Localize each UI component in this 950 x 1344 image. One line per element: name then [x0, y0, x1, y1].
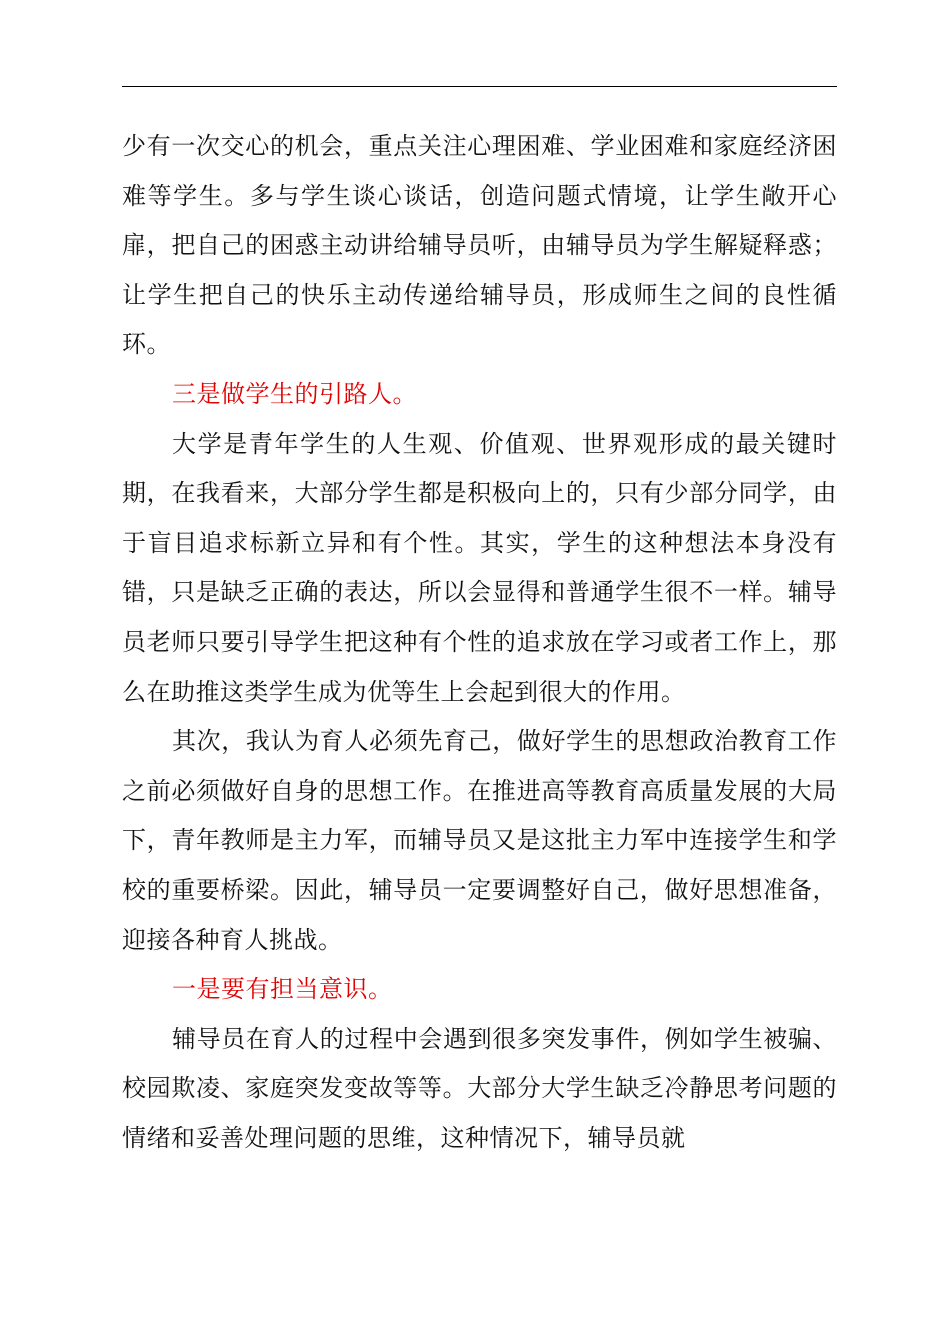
paragraph-guide: 大学是青年学生的人生观、价值观、世界观形成的最关键时期，在我看来，大部分学生都是积极向上的，只有少部分同学，由于盲目追求标新立异和有个性。其实，学生的这种想法本身没有错，只是缺乏正确的表达，所以会显得和普通学生很不一样。辅导员老师只要引导学生把这种有个性的追求放在学习或者工作上，那么在助推这类学生成为优等生上会起到很大的作用。: [122, 429, 837, 706]
paragraph-responsibility: 辅导员在育人的过程中会遇到很多突发事件，例如学生被骗、校园欺凌、家庭突发变故等等。大部分大学生缺乏冷静思考问题的情绪和妥善处理问题的思维，这种情况下，辅导员就: [122, 1024, 837, 1152]
header-rule: [122, 86, 837, 87]
section-heading-responsibility: 一是要有担当意识。: [172, 975, 393, 1004]
paragraph-continuation: 少有一次交心的机会，重点关注心理困难、学业困难和家庭经济困难等学生。多与学生谈心谈话，创造问题式情境，让学生敞开心扉，把自己的困惑主动讲给辅导员听，由辅导员为学生解疑释惑；让学生把自己的快乐主动传递给辅导员，形成师生之间的良性循环。: [122, 132, 837, 359]
document-body: [122, 122, 837, 1163]
section-heading-guide: 三是做学生的引路人。: [172, 379, 417, 408]
paragraph-self-education: 其次，我认为育人必须先育己，做好学生的思想政治教育工作之前必须做好自身的思想工作。在推进高等教育高质量发展的大局下，青年教师是主力军，而辅导员又是这批主力军中连接学生和学校的重要桥梁。因此，辅导员一定要调整好自己，做好思想准备，迎接各种育人挑战。: [122, 727, 837, 954]
